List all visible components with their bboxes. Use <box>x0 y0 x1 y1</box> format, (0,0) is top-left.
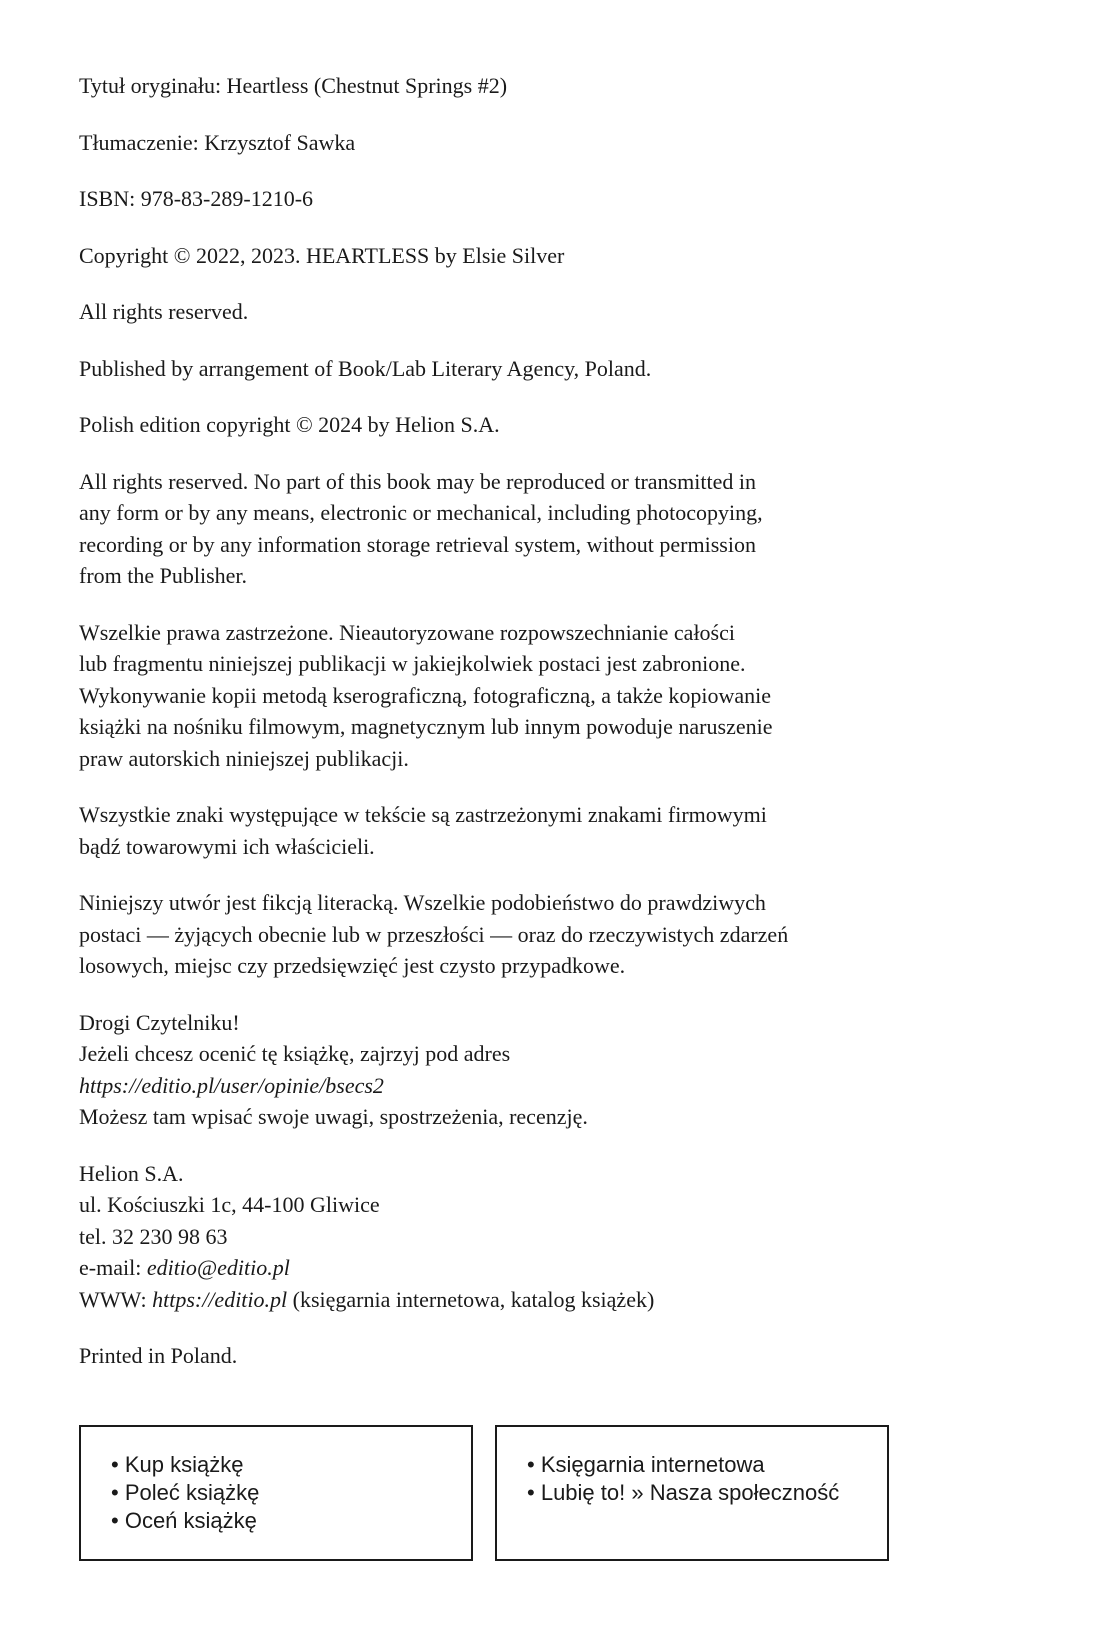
email-link[interactable]: editio@editio.pl <box>146 1255 290 1280</box>
book-actions-box <box>79 1425 473 1561</box>
list-item <box>527 1451 887 1479</box>
online-bookstore-link[interactable]: Księgarnia internetowa <box>540 1452 765 1477</box>
fiction-notice-line: postaci — żyjących obecnie lub w przeszłości — oraz do rzeczywistych zdarzeń <box>79 921 789 947</box>
list-item <box>111 1479 471 1507</box>
publisher-www-line <box>79 1284 979 1316</box>
reader-note <box>79 1007 979 1133</box>
rights-notice-english-line: any form or by any means, electronic or mechanical, including photocopying, <box>79 500 763 525</box>
fiction-notice-line: Niniejszy utwór jest fikcją literacką. Wszelkie podobieństwo do prawdziwych <box>79 890 766 915</box>
website-link[interactable]: https://editio.pl <box>152 1286 288 1312</box>
isbn: ISBN: 978-83-289-1210-6 <box>79 186 314 211</box>
publisher-phone: tel. 32 230 98 63 <box>79 1223 228 1249</box>
copyright-english: Copyright © 2022, 2023. HEARTLESS by Elsie Silver <box>79 242 565 268</box>
rights-notice-english <box>79 466 979 592</box>
copyright-page <box>79 70 979 1397</box>
rate-prompt: Jeżeli chcesz ocenić tę książkę, zajrzyj pod adres <box>79 1041 511 1066</box>
trademarks-notice-line: bądź towarowymi ich właścicieli. <box>79 833 375 859</box>
store-links-box <box>495 1425 889 1561</box>
rights-notice-polish-line: Wykonywanie kopii metodą kserograficzną, fotograficzną, a także kopiowanie <box>79 682 772 708</box>
rights-notice-polish-line: książki na nośniku filmowym, magnetycznym lub innym powoduje naruszenie <box>79 714 773 739</box>
book-actions-list <box>81 1427 471 1535</box>
rights-notice-english-line: All rights reserved. No part of this book may be reproduced or transmitted in <box>79 468 756 494</box>
rights-notice-english-line: recording or by any information storage retrieval system, without permission <box>79 531 756 557</box>
rights-notice-english-line: from the Publisher. <box>79 563 248 588</box>
reader-greeting: Drogi Czytelniku! <box>79 1009 240 1035</box>
community-link[interactable]: Lubię to! » Nasza społeczność <box>540 1480 840 1505</box>
fiction-notice-line: losowych, miejsc czy przedsięwzięć jest czysto przypadkowe. <box>79 953 626 978</box>
publisher-contact <box>79 1158 979 1316</box>
translation-credit: Tłumaczenie: Krzysztof Sawka <box>79 129 356 155</box>
rate-followup: Możesz tam wpisać swoje uwagi, spostrzeżenia, recenzję. <box>79 1104 588 1129</box>
trademarks-notice <box>79 799 979 862</box>
www-suffix: (księgarnia internetowa, katalog książek) <box>287 1286 655 1312</box>
publisher-name: Helion S.A. <box>79 1160 184 1186</box>
rights-notice-polish-line: praw autorskich niniejszej publikacji. <box>79 745 409 771</box>
publisher-address: ul. Kościuszki 1c, 44-100 Gliwice <box>79 1192 380 1217</box>
polish-edition-copyright: Polish edition copyright © 2024 by Helion S.A. <box>79 412 500 437</box>
rights-notice-polish-line: Wszelkie prawa zastrzeżone. Nieautoryzowane rozpowszechnianie całości <box>79 619 735 645</box>
published-by: Published by arrangement of Book/Lab Literary Agency, Poland. <box>79 355 652 381</box>
buy-book-link[interactable]: Kup książkę <box>124 1452 244 1477</box>
rate-book-box-link[interactable]: Oceń książkę <box>124 1508 257 1533</box>
printed-in: Printed in Poland. <box>79 1343 238 1368</box>
store-links-list <box>497 1427 887 1507</box>
rate-book-link[interactable]: https://editio.pl/user/opinie/bsecs2 <box>79 1072 384 1098</box>
list-item <box>111 1451 471 1479</box>
recommend-book-link[interactable]: Poleć książkę <box>124 1480 260 1505</box>
trademarks-notice-line: Wszystkie znaki występujące w tekście są zastrzeżonymi znakami firmowymi <box>79 802 767 827</box>
email-label: e-mail: <box>79 1255 147 1280</box>
list-item <box>527 1479 887 1507</box>
list-item <box>111 1507 471 1535</box>
rights-notice-polish-line: lub fragmentu niniejszej publikacji w jakiejkolwiek postaci jest zabronione. <box>79 651 746 676</box>
rights-reserved: All rights reserved. <box>79 299 249 324</box>
link-boxes <box>79 1425 891 1561</box>
publisher-email-line <box>79 1252 979 1284</box>
www-label: WWW: <box>79 1286 153 1312</box>
fiction-notice <box>79 887 979 982</box>
original-title: Tytuł oryginału: Heartless (Chestnut Springs #2) <box>79 73 508 98</box>
rights-notice-polish <box>79 617 979 775</box>
